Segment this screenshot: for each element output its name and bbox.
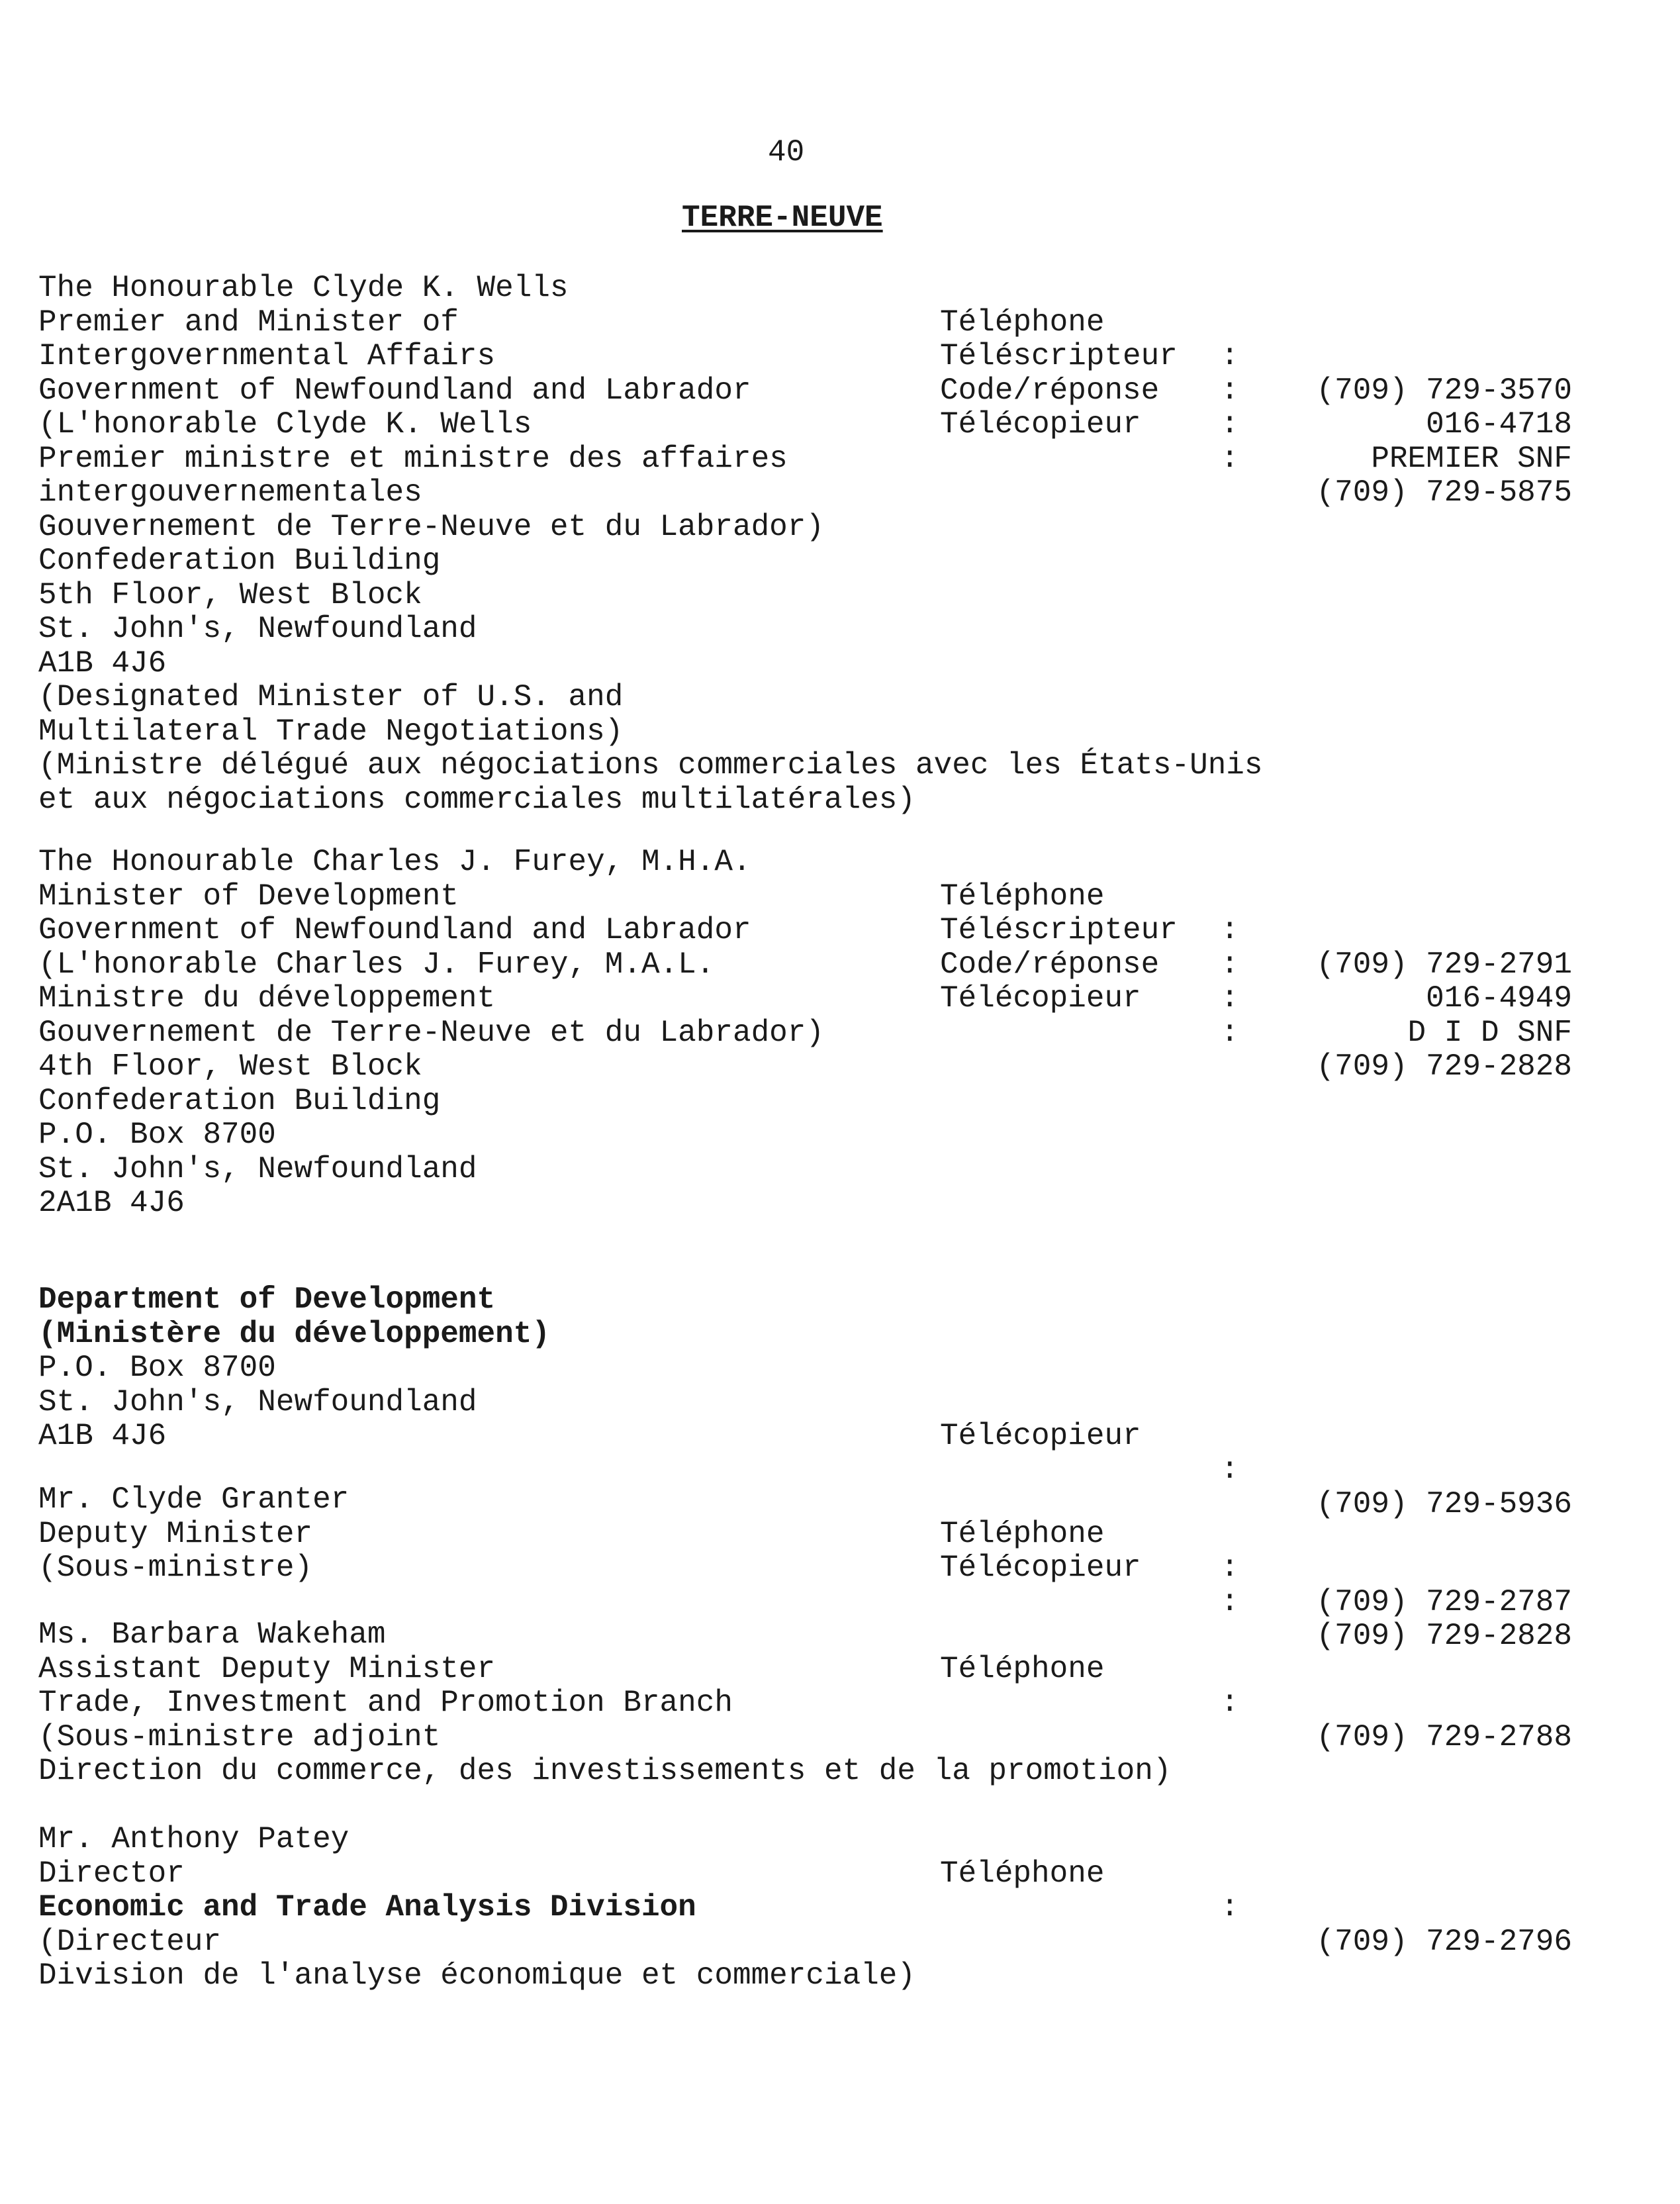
contact-colon: :: [1221, 373, 1239, 408]
contact-value: (709) 729-2788: [1316, 1719, 1572, 1754]
address-line: Premier and Minister of: [38, 305, 459, 340]
contact-colon: :: [1221, 981, 1239, 1016]
contact-label: Téléscripteur: [940, 339, 1178, 373]
contact-value: (709) 729-3570: [1316, 373, 1572, 408]
address-line: Government of Newfoundland and Labrador: [38, 373, 751, 408]
contact-colon: :: [1221, 1686, 1239, 1720]
contact-value: PREMIER SNF: [1371, 441, 1572, 476]
contact-row-telecopieur: [940, 1385, 1602, 1521]
contact-value: (709) 729-2828: [1316, 1619, 1572, 1653]
address-line: A1B 4J6: [38, 646, 167, 681]
page-number: 40: [768, 135, 805, 169]
address-line: P.O. Box 8700: [38, 1351, 276, 1385]
address-line: (L'honorable Charles J. Furey, M.A.L.: [38, 947, 715, 982]
address-line: (Sous-ministre): [38, 1551, 313, 1585]
address-line: (Designated Minister of U.S. and: [38, 680, 624, 714]
contact-value: (709) 729-5936: [1316, 1486, 1572, 1521]
address-line: Intergovernmental Affairs: [38, 339, 496, 373]
address-line: Mr. Anthony Patey: [38, 1822, 350, 1856]
address-line: Mr. Clyde Granter: [38, 1482, 350, 1517]
contact-colon: :: [1221, 1015, 1239, 1050]
contact-list: [940, 1483, 1602, 1653]
address-line: St. John's, Newfoundland: [38, 1384, 477, 1419]
address-lines: [38, 1283, 1640, 1454]
address-line: 5th Floor, West Block: [38, 577, 422, 612]
entry-clyde-wells: [38, 271, 1640, 817]
contact-label: Code/réponse: [940, 947, 1160, 982]
contact-colon: :: [1221, 913, 1239, 947]
address-line: P.O. Box 8700: [38, 1118, 276, 1152]
entry-barbara-wakeham: [38, 1618, 1640, 1789]
contact-colon: :: [1221, 339, 1239, 373]
address-line: Trade, Investment and Promotion Branch: [38, 1686, 733, 1720]
address-line: Gouvernement de Terre-Neuve et du Labrador): [38, 509, 824, 544]
address-line: Director: [38, 1856, 185, 1891]
address-line: Premier ministre et ministre des affaires: [38, 441, 788, 476]
contact-row-telephone: [940, 1618, 1602, 1754]
address-line: The Honourable Clyde K. Wells: [38, 271, 569, 305]
contact-colon: :: [1221, 1453, 1239, 1487]
contact-value: D I D SNF: [1407, 1015, 1572, 1050]
address-line: intergouvernementales: [38, 475, 422, 510]
contact-label: Téléphone: [940, 1516, 1105, 1551]
department-name: Department of Development: [38, 1282, 496, 1317]
contact-value: (709) 729-2828: [1316, 1049, 1572, 1084]
contact-label: Téléscripteur: [940, 913, 1178, 947]
address-line: The Honourable Charles J. Furey, M.H.A.: [38, 845, 751, 879]
address-line: St. John's, Newfoundland: [38, 1151, 477, 1186]
address-line: (Sous-ministre adjoint: [38, 1719, 441, 1754]
contact-label: Télécopieur: [940, 1551, 1141, 1585]
address-line: et aux négociations commerciales multilatérales): [38, 782, 916, 817]
contact-label: Code/réponse: [940, 373, 1160, 408]
contact-value: (709) 729-5875: [1316, 475, 1572, 510]
contact-list: [940, 845, 1602, 1084]
contact-value: (709) 729-2787: [1316, 1584, 1572, 1619]
contact-label: Télécopieur: [940, 981, 1141, 1016]
contact-value: (709) 729-2791: [1316, 947, 1572, 982]
address-line: Confederation Building: [38, 544, 441, 578]
address-line: Ms. Barbara Wakeham: [38, 1617, 386, 1652]
entry-anthony-patey: [38, 1823, 1640, 1993]
contact-label: Téléphone: [940, 305, 1105, 340]
department-name-fr: (Ministère du développement): [38, 1316, 550, 1351]
address-line: 4th Floor, West Block: [38, 1049, 422, 1084]
address-line: Direction du commerce, des investissements et de la promotion): [38, 1754, 1172, 1788]
section-title: TERRE-NEUVE: [682, 201, 883, 235]
address-line: Gouvernement de Terre-Neuve et du Labrador): [38, 1015, 824, 1050]
contact-label: Télécopieur: [940, 1418, 1141, 1453]
address-line: 2A1B 4J6: [38, 1186, 185, 1220]
contact-value: 016-4949: [1426, 981, 1572, 1016]
contact-colon: :: [1221, 1551, 1239, 1585]
address-line: (L'honorable Clyde K. Wells: [38, 407, 532, 442]
address-line: Assistant Deputy Minister: [38, 1651, 496, 1686]
contact-value: (709) 729-2796: [1316, 1924, 1572, 1959]
contact-list: [940, 271, 1602, 510]
address-line: Ministre du développement: [38, 981, 496, 1016]
contact-list: [940, 1385, 1602, 1521]
contact-label: Téléphone: [940, 879, 1105, 914]
contact-list: [940, 1823, 1602, 1959]
entry-charles-furey: [38, 845, 1640, 1221]
address-line: Deputy Minister: [38, 1516, 313, 1551]
address-line: (Directeur: [38, 1924, 222, 1959]
address-line: (Ministre délégué aux négociations commerciales avec les États-Unis: [38, 748, 1263, 783]
contact-colon: :: [1221, 441, 1239, 476]
contact-label: Téléphone: [940, 1856, 1105, 1891]
address-line: Multilateral Trade Negotiations): [38, 714, 624, 749]
address-line: Economic and Trade Analysis Division: [38, 1890, 696, 1925]
contact-colon: :: [1221, 407, 1239, 442]
address-line: St. John's, Newfoundland: [38, 612, 477, 646]
address-line: Confederation Building: [38, 1083, 441, 1118]
address-line: Division de l'analyse économique et commerciale): [38, 1958, 916, 1993]
address-line: Government of Newfoundland and Labrador: [38, 913, 751, 947]
address-line: A1B 4J6: [38, 1419, 167, 1453]
contact-label: Téléphone: [940, 1651, 1105, 1686]
contact-colon: :: [1221, 947, 1239, 982]
contact-row-telephone: [940, 1823, 1602, 1959]
address-line: Minister of Development: [38, 879, 459, 914]
contact-colon: :: [1221, 1890, 1239, 1925]
contact-value: 016-4718: [1426, 407, 1572, 442]
contact-colon: :: [1221, 1584, 1239, 1619]
contact-list: [940, 1618, 1602, 1754]
contact-label: Télécopieur: [940, 407, 1141, 442]
